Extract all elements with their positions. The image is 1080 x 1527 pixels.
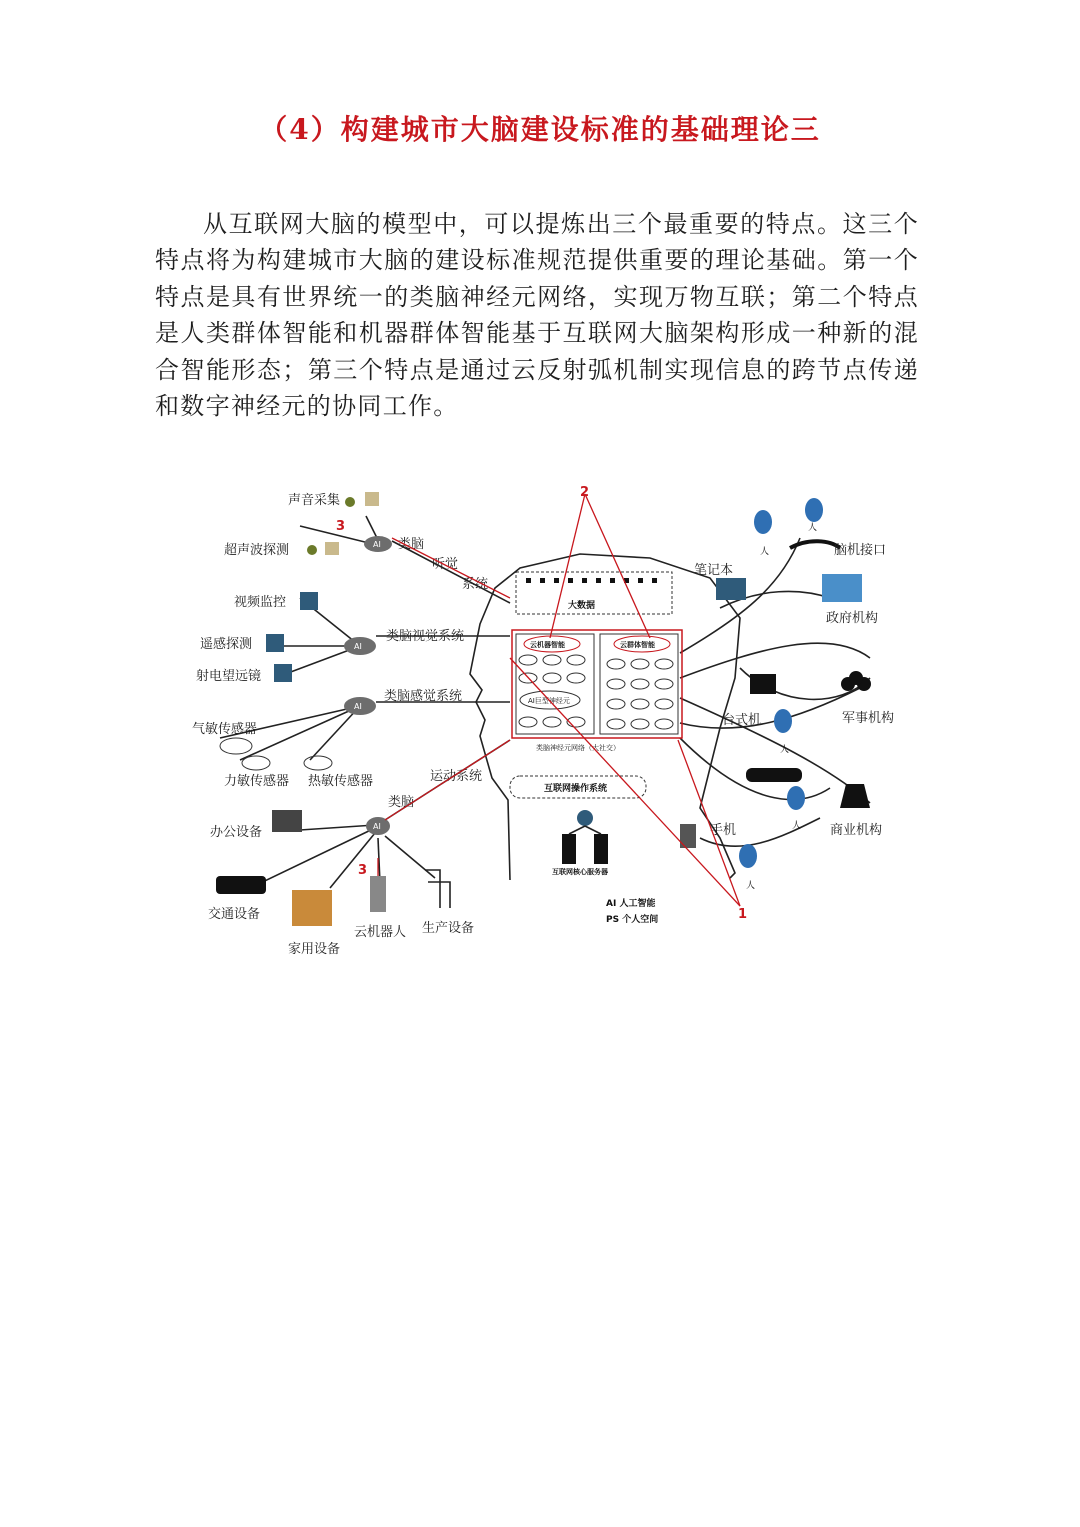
government-icon bbox=[822, 574, 862, 602]
robot-icon bbox=[370, 876, 386, 912]
label-os: 互联网操作系统 bbox=[544, 784, 608, 794]
label-radio: 射电望远镜 bbox=[196, 669, 262, 684]
ultrasound-probe-icon bbox=[325, 542, 339, 555]
marker-3-top: 3 bbox=[336, 519, 346, 534]
label-notebook: 笔记本 bbox=[694, 563, 734, 578]
label-home: 家用设备 bbox=[288, 942, 341, 957]
desktop-icon bbox=[750, 674, 776, 694]
label-person: 人 bbox=[792, 821, 802, 831]
sound-collector-icon bbox=[365, 492, 379, 506]
marker-3-bottom: 3 bbox=[358, 863, 368, 878]
label-bci: 脑机接口 bbox=[834, 543, 887, 558]
label-traffic: 交通设备 bbox=[208, 907, 261, 922]
label-robot: 云机器人 bbox=[354, 925, 407, 940]
sensor-icon bbox=[307, 545, 317, 555]
notebook-icon bbox=[716, 578, 746, 600]
heat-sensor-icon bbox=[304, 756, 332, 770]
car-icon bbox=[216, 876, 266, 894]
label-desktop: 台式机 bbox=[722, 713, 762, 728]
label-hearing-2: 听觉 bbox=[432, 557, 459, 572]
label-production: 生产设备 bbox=[422, 921, 475, 936]
label-person: 人 bbox=[746, 881, 756, 891]
oil-pump-icon bbox=[425, 870, 450, 908]
label-cloud-machine: 云机器智能 bbox=[530, 641, 565, 649]
label-remote: 遥感探测 bbox=[200, 637, 253, 652]
label-military: 军事机构 bbox=[842, 711, 895, 726]
label-big-data: 大数据 bbox=[568, 601, 596, 611]
label-force: 力敏传感器 bbox=[224, 774, 290, 789]
svg-text:AI: AI bbox=[373, 822, 381, 831]
marker-2: 2 bbox=[580, 485, 590, 500]
label-cloud-group: 云群体智能 bbox=[620, 641, 655, 649]
page-title: （4）构建城市大脑建设标准的基础理论三 bbox=[259, 113, 821, 146]
server-icons bbox=[562, 810, 608, 864]
label-neuron-network: 类脑神经元网络（大社交） bbox=[536, 744, 620, 752]
glasses-icon bbox=[746, 768, 802, 782]
ai-hubs bbox=[344, 536, 392, 835]
legend-ai: AI 人工智能 bbox=[606, 899, 656, 909]
remote-sensing-icon bbox=[266, 634, 284, 652]
label-hearing-1: 类脑 bbox=[398, 537, 425, 552]
body-paragraph: 从互联网大脑的模型中，可以提炼出三个最重要的特点。这三个特点将为构建城市大脑的建设标准规范提供重要的理论基础。第一个特点是具有世界统一的类脑神经元网络，实现万物互联；第二个特点是人类群体智能和机器群体智能基于互联网大脑架构形成一种新的混合智能形态；第三个特点是通过云反射弧机制实现信息的跨节点传递和数字神经元的协同工作。 bbox=[155, 210, 919, 421]
printer-icon bbox=[272, 810, 302, 832]
internet-brain-diagram bbox=[180, 478, 900, 963]
label-person: 人 bbox=[808, 523, 818, 533]
gas-sensor-icon bbox=[220, 738, 252, 754]
svg-text:AI: AI bbox=[354, 642, 362, 651]
label-phone: 手机 bbox=[710, 823, 737, 838]
label-sound: 声音采集 bbox=[288, 493, 341, 508]
big-data-cells bbox=[526, 578, 657, 583]
label-heat: 热敏传感器 bbox=[308, 774, 374, 789]
label-gov: 政府机构 bbox=[826, 611, 879, 626]
label-vision-system: 类脑视觉系统 bbox=[386, 629, 465, 644]
label-hearing-3: 系统 bbox=[462, 577, 489, 592]
label-person: 人 bbox=[780, 745, 790, 755]
svg-text:AI: AI bbox=[354, 702, 362, 711]
svg-text:AI: AI bbox=[373, 540, 381, 549]
label-business: 商业机构 bbox=[830, 823, 883, 838]
label-motion-2: 运动系统 bbox=[430, 769, 483, 784]
home-appliance-icon bbox=[292, 890, 332, 926]
label-servers: 互联网核心服务器 bbox=[552, 868, 608, 876]
label-office: 办公设备 bbox=[210, 825, 263, 840]
radio-telescope-icon bbox=[274, 664, 292, 682]
business-icon bbox=[840, 784, 870, 808]
head-outline bbox=[470, 554, 740, 880]
legend-ps: PS 个人空间 bbox=[606, 915, 659, 925]
label-person: 人 bbox=[760, 547, 770, 557]
sensor-icon bbox=[345, 497, 355, 507]
label-ultrasound: 超声波探测 bbox=[224, 543, 290, 558]
label-gas: 气敏传感器 bbox=[192, 722, 258, 737]
label-motion-1: 类脑 bbox=[388, 795, 415, 810]
video-camera-icon bbox=[300, 592, 318, 610]
marker-1: 1 bbox=[738, 907, 748, 922]
label-video: 视频监控 bbox=[234, 595, 287, 610]
label-giant-neuron: AI巨型神经元 bbox=[528, 697, 570, 705]
label-sense-system: 类脑感觉系统 bbox=[384, 689, 463, 704]
force-sensor-icon bbox=[242, 756, 270, 770]
